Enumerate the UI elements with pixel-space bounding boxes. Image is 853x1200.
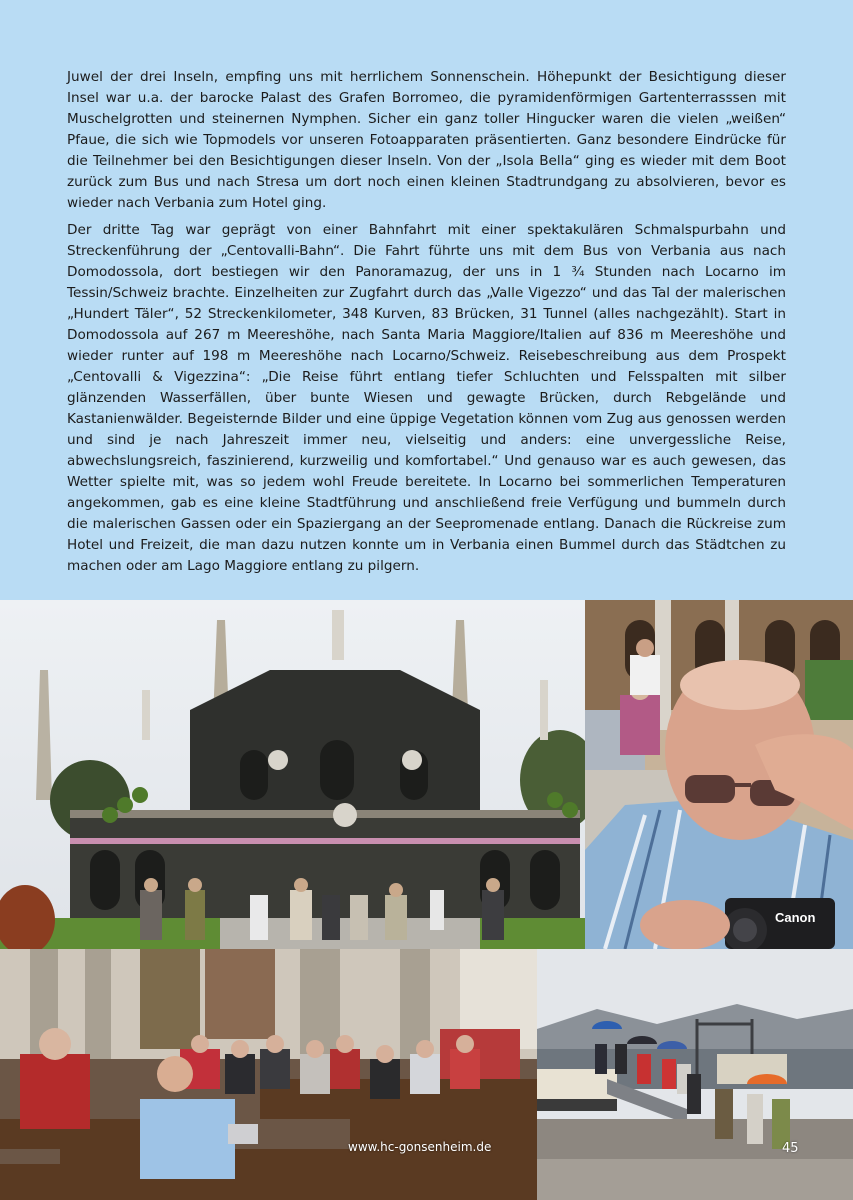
harbor-illustration bbox=[537, 949, 853, 1200]
paragraph-centovalli: Der dritte Tag war geprägt von einer Bahnfahrt mit einer spektakulären Schmalspurbahn und Streckenführung der „Centovalli-Bahn“. Die Fahrt führte uns mit dem Bus von Verbania aus nach Domodossola, dort bestiegen wir den Panoramazug, der uns in 1 ¾ Stunden nach Locarno im Tessin/Schweiz brachte. Einzelheiten zur Zugfahrt durch das „Valle Vigezzo“ und das Tal der malerischen „Hundert Täler“, 52 Streckenkilometer, 348 Kurven, 83 Brücken, 31 Tunnel (alles nachgezählt). Start in Domodossola auf 267 m Meereshöhe, nach Santa Maria Maggiore/Italien auf 836 m Meereshöhe und wieder runter auf 198 m Meereshöhe nach Locarno/Schweiz. Reisebeschreibung aus dem Prospekt „Centovalli & Vigezzina“: „Die Reise führt entlang tiefer Schluchten und Felsspalten mit silber glänzenden Wasserfällen, über bunte Wiesen und gewagte Brücken, durch Rebgelände und Kastanienwälder. Begeisternde Bilder und eine üppige Vegetation können vom Zug aus genossen werden und sind je nach Jahreszeit immer neu, vielseitig und anders: eine unvergessliche Reise, abwechslungsreich, faszinierend, kurzweilig und komfortabel.“ Und genauso war es auch gewesen, das Wetter spielte mit, was so jedem wohl Freude bereitete. In Locarno bei sommerlichen Temperaturen angekommen, gab es eine kleine Stadtführung und anschließend freie Verfügung und bummeln durch die malerischen Gassen oder ein Spaziergang an der Seepromenade entlang. Danach die Rückreise zum Hotel und Freizeit, die man dazu nutzen konnte um in Verbania einen Bummel durch das Städtchen zu machen oder am Lago Maggiore entlang zu pilgern. bbox=[67, 222, 786, 574]
page-number: 45 bbox=[782, 1141, 799, 1156]
church-illustration bbox=[0, 949, 537, 1200]
photo-man-with-camera bbox=[585, 600, 853, 949]
man-illustration bbox=[585, 600, 853, 949]
photo-harbor bbox=[537, 949, 853, 1200]
paragraph-isola-bella: Juwel der drei Inseln, empfing uns mit herrlichem Sonnenschein. Höhepunkt der Besichtigung dieser Insel war u.a. der barocke Palast des Grafen Borromeo, die pyramidenförmigen Gartenterrasssen mit Muschelgrotten und steinernen Nymphen. Sicher ein ganz toller Hingucker waren die vielen „weißen“ Pfaue, die sich wie Topmodels vor unseren Fotoapparaten präsentierten. Ganz besondere Eindrücke für die Teilnehmer bei den Besichtigungen dieser Inseln. Von der „Isola Bella“ ging es wieder mit dem Boot zurück zum Bus und nach Stresa um dort noch einen kleinen Stadtrundgang zu absolvieren, bevor es wieder nach Verbania zum Hotel ging. bbox=[67, 69, 786, 211]
footer-url: www.hc-gonsenheim.de bbox=[348, 1140, 492, 1154]
palace-illustration bbox=[0, 600, 585, 949]
camera-brand-label: Canon bbox=[775, 910, 816, 925]
photo-palace-garden bbox=[0, 600, 585, 949]
photo-church-interior bbox=[0, 949, 537, 1200]
article-text bbox=[67, 67, 786, 583]
